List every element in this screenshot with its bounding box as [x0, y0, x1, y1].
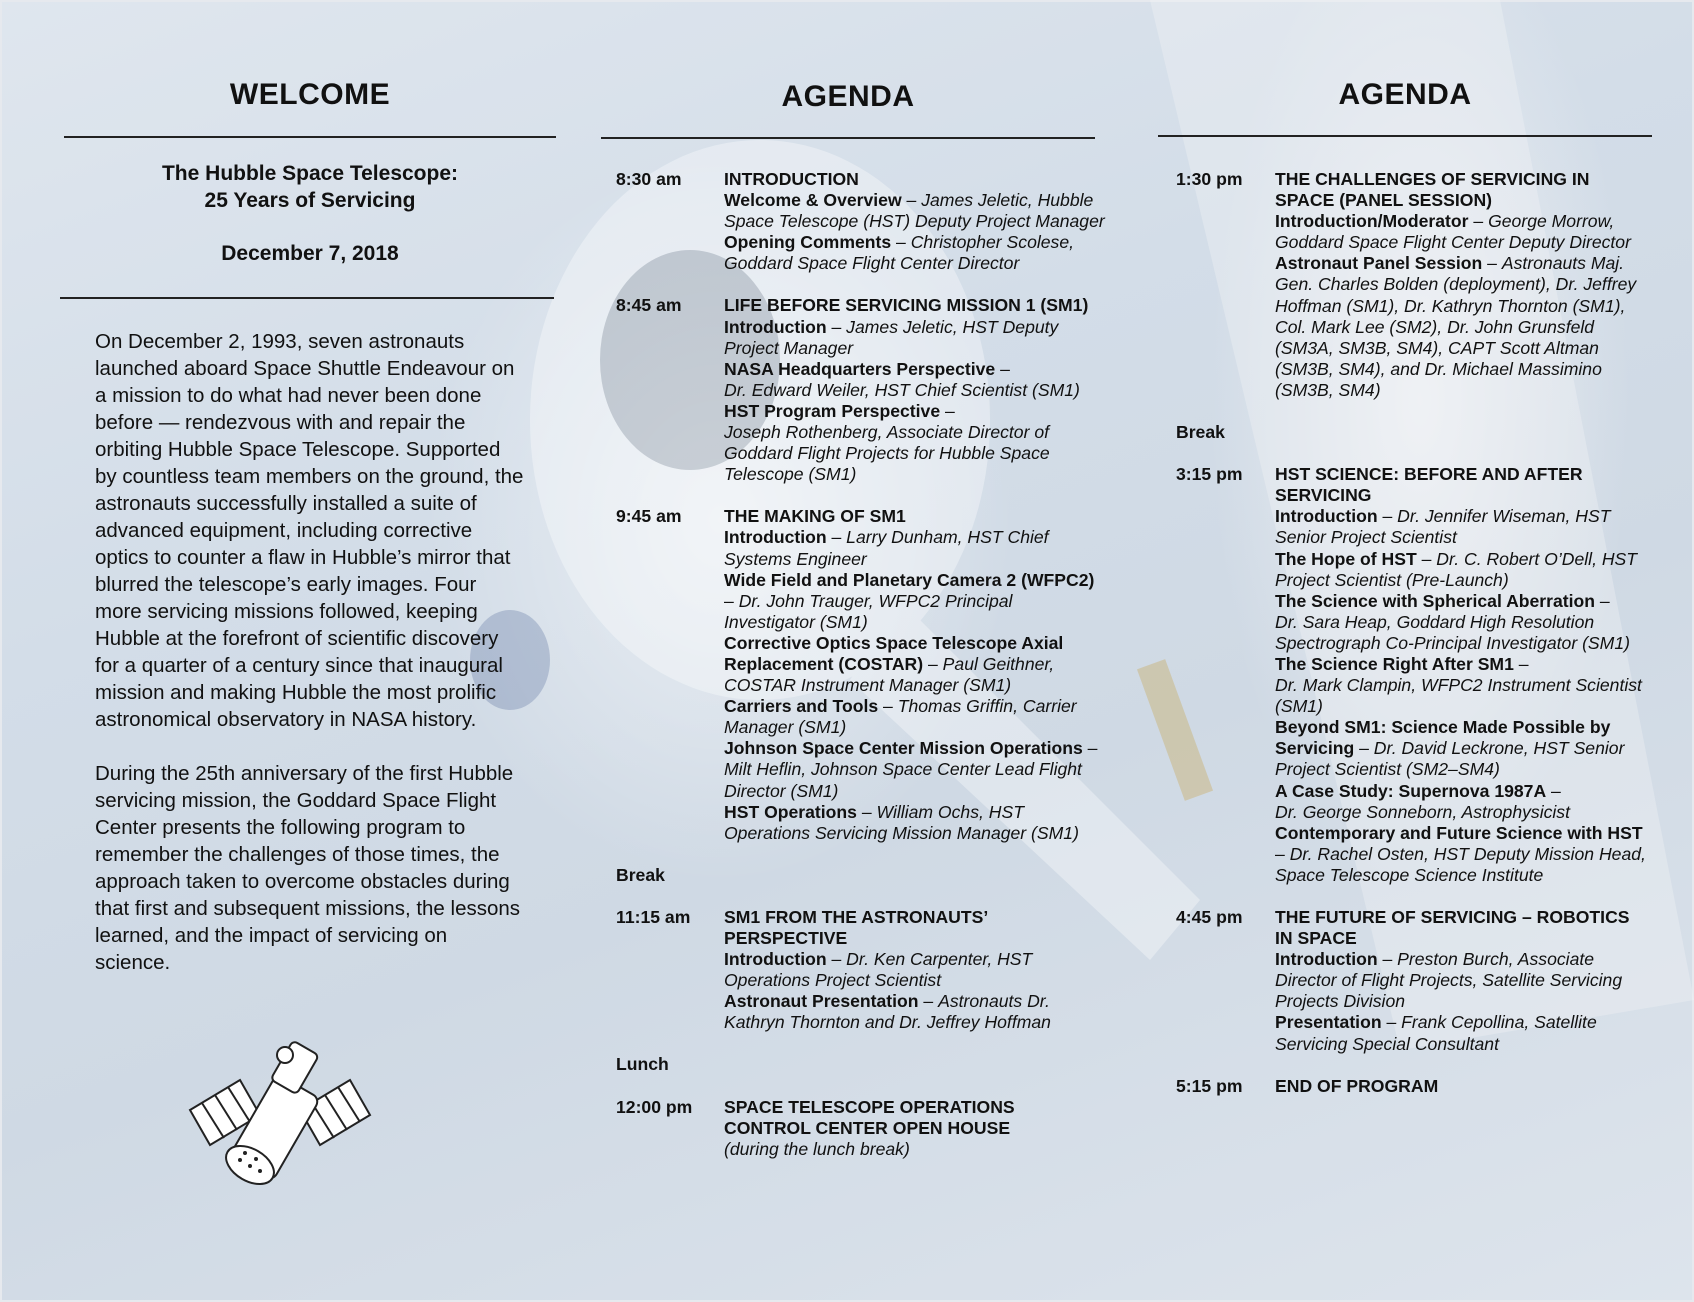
- speaker-topic: Wide Field and Planetary Camera 2 (WFPC2): [724, 569, 1095, 590]
- session-item: NASA Headquarters Perspective – Dr. Edward Weiler, HST Chief Scientist (SM1): [724, 358, 1080, 400]
- session-item: [724, 1139, 1106, 1160]
- speaker-name: Dr. John Trauger, WFPC2 Principal Investigator (SM1): [724, 590, 1013, 632]
- speaker-name: Dr. C. Robert O’Dell, HST Project Scientist (Pre-Launch): [1275, 548, 1638, 590]
- session-item: A Case Study: Supernova 1987A – Dr. George Sonneborn, Astrophysicist: [1275, 780, 1570, 822]
- session-item: The Hope of HST – Dr. C. Robert O’Dell, HST Project Scientist (Pre-Launch): [1275, 548, 1638, 590]
- session-content: [724, 907, 1106, 1034]
- session-title: THE CHALLENGES OF SERVICING IN SPACE (PANEL SESSION): [1275, 169, 1590, 211]
- session-title: SPACE TELESCOPE OPERATIONS CONTROL CENTER OPEN HOUSE: [724, 1096, 1015, 1138]
- speaker-name: Preston Burch, Associate Director of Flight Projects, Satellite Servicing Projects Division: [1275, 949, 1623, 1012]
- speaker-topic: Introduction: [724, 316, 827, 337]
- divider: [601, 137, 1095, 139]
- session-content: [724, 295, 1106, 485]
- agenda-session: [616, 907, 1106, 1034]
- speaker-topic: Introduction: [1275, 949, 1378, 970]
- session-time: 8:45 am: [616, 295, 682, 316]
- session-item: Introduction – Dr. Jennifer Wiseman, HST Senior Project Scientist: [1275, 506, 1611, 548]
- speaker-topic: HST Operations: [724, 801, 857, 822]
- speaker-topic: HST Program Perspective: [724, 400, 941, 421]
- agenda-session: [616, 295, 1106, 485]
- session-content: [1275, 1076, 1646, 1097]
- event-title-line2: 25 Years of Servicing: [204, 189, 416, 212]
- session-content: [724, 1097, 1106, 1160]
- session-title: THE FUTURE OF SERVICING – ROBOTICS IN SPACE: [1275, 907, 1630, 949]
- session-title: LIFE BEFORE SERVICING MISSION 1 (SM1): [724, 295, 1089, 316]
- session-title: SM1 FROM THE ASTRONAUTS’ PERSPECTIVE: [724, 906, 988, 948]
- session-item: Presentation – Frank Cepollina, Satellite Servicing Special Consultant: [1275, 1012, 1597, 1054]
- session-item: The Science with Spherical Aberration – Dr. Sara Heap, Goddard High Resolution Spectrograph Co-Principal Investigator (SM1): [1275, 590, 1630, 653]
- session-item: Corrective Optics Space Telescope Axial Replacement (COSTAR) – Paul Geithner, COSTAR Instrument Manager (SM1): [724, 632, 1064, 696]
- session-title: THE MAKING OF SM1: [724, 506, 906, 527]
- agenda-list-morning: [616, 169, 1106, 1181]
- speaker-name: Dr. David Leckrone, HST Senior Project Scientist (SM2–SM4): [1275, 738, 1625, 780]
- speaker-topic: Presentation: [1275, 1012, 1382, 1033]
- agenda-session: [616, 1097, 1106, 1160]
- session-title: END OF PROGRAM: [1275, 1075, 1439, 1096]
- session-item: Introduction – James Jeletic, HST Deputy Project Manager: [724, 316, 1059, 358]
- session-item: Introduction – Preston Burch, Associate Director of Flight Projects, Satellite Servicing Projects Division: [1275, 949, 1623, 1012]
- speaker-name: James Jeletic, Hubble Space Telescope (HST) Deputy Project Manager: [724, 190, 1105, 232]
- speaker-topic: Introduction: [724, 949, 827, 970]
- event-title: [64, 160, 556, 214]
- speaker-topic: Introduction: [1275, 506, 1378, 527]
- agenda-session: [1176, 907, 1646, 1055]
- session-item: The Science Right After SM1 – Dr. Mark Clampin, WFPC2 Instrument Scientist (SM1): [1275, 653, 1642, 717]
- speaker-name: Dr. Jennifer Wiseman, HST Senior Project Scientist: [1275, 506, 1611, 548]
- speaker-topic: Welcome & Overview: [724, 190, 902, 211]
- session-item: Introduction – Larry Dunham, HST Chief Systems Engineer: [724, 527, 1049, 569]
- session-title: INTRODUCTION: [724, 169, 859, 189]
- agenda-session: [1176, 169, 1646, 401]
- speaker-name: Astronauts Maj. Gen. Charles Bolden (deployment), Dr. Jeffrey Hoffman (SM1), Dr. Kathryn Thornton (SM1), Col. Mark Lee (SM2), Dr. John Grunsfeld (SM3A, SM3B, SM4), CAPT Scott Altman (SM3B, SM4), and Dr. Michael Massimino (SM3B, SM4): [1275, 253, 1637, 400]
- session-item: Astronaut Presentation – Astronauts Dr. Kathryn Thornton and Dr. Jeffrey Hoffman: [724, 991, 1051, 1033]
- welcome-paragraph: During the 25th anniversary of the first Hubble servicing mission, the Goddard Space Flight Center presents the following program to remember the challenges of those times, the approach taken to overcome obstacles during that first and subsequent missions, the lessons learned, and the impact of servicing on science.: [95, 762, 521, 974]
- event-title-line1: The Hubble Space Telescope:: [161, 162, 459, 185]
- session-item: Contemporary and Future Science with HST – Dr. Rachel Osten, HST Deputy Mission Head, Space Telescope Science Institute: [1275, 822, 1646, 885]
- session-time: 3:15 pm: [1176, 464, 1243, 485]
- speaker-topic: Astronaut Panel Session: [1275, 253, 1483, 274]
- speaker-name: Dr. Mark Clampin, WFPC2 Instrument Scientist (SM1): [1275, 675, 1642, 717]
- speaker-topic: Beyond SM1: Science Made Possible by Servicing: [1275, 717, 1611, 759]
- session-time: 11:15 am: [616, 906, 691, 927]
- speaker-name: Dr. Ken Carpenter, HST Operations Project Scientist: [724, 949, 1033, 991]
- speaker-name: Larry Dunham, HST Chief Systems Engineer: [724, 527, 1049, 569]
- session-item: Introduction/Moderator – George Morrow, Goddard Space Flight Center Deputy Director: [1275, 211, 1631, 253]
- session-item: HST Operations – William Ochs, HST Operations Servicing Mission Manager (SM1): [724, 801, 1079, 843]
- session-time: 9:45 am: [616, 506, 682, 527]
- session-content: [1275, 907, 1646, 1055]
- speaker-name: Christopher Scolese, Goddard Space Flight Center Director: [724, 232, 1075, 274]
- agenda-list-afternoon: [1176, 169, 1646, 1118]
- agenda-break-label: Lunch: [616, 1054, 669, 1075]
- agenda-heading: AGENDA: [781, 80, 915, 113]
- session-item: Welcome & Overview – James Jeletic, Hubble Space Telescope (HST) Deputy Project Manager: [724, 190, 1105, 232]
- session-item: Johnson Space Center Mission Operations – Milt Heflin, Johnson Space Center Lead Flight Director (SM1): [724, 738, 1098, 801]
- session-item: Opening Comments – Christopher Scolese, Goddard Space Flight Center Director: [724, 232, 1075, 274]
- welcome-body: [95, 328, 525, 1003]
- speaker-topic: The Science with Spherical Aberration: [1275, 590, 1596, 611]
- speaker-topic: The Science Right After SM1: [1275, 653, 1514, 674]
- session-item: Carriers and Tools – Thomas Griffin, Carrier Manager (SM1): [724, 696, 1077, 738]
- speaker-topic: Carriers and Tools: [724, 696, 879, 717]
- speaker-topic: NASA Headquarters Perspective: [724, 358, 996, 379]
- event-date: December 7, 2018: [221, 242, 399, 265]
- speaker-name: Frank Cepollina, Satellite Servicing Special Consultant: [1275, 1012, 1597, 1054]
- speaker-name: Joseph Rothenberg, Associate Director of Goddard Flight Projects for Hubble Space Telescope (SM1): [724, 422, 1050, 485]
- session-time: 4:45 pm: [1176, 907, 1243, 927]
- speaker-name: Paul Geithner, COSTAR Instrument Manager (SM1): [724, 653, 1055, 696]
- agenda-session: [616, 169, 1106, 274]
- speaker-topic: Introduction: [724, 527, 827, 548]
- session-content: [1275, 169, 1646, 401]
- welcome-heading: WELCOME: [229, 78, 391, 111]
- agenda-break-label: Break: [1176, 422, 1225, 443]
- session-time: 1:30 pm: [1176, 169, 1243, 189]
- agenda-break-label: Break: [616, 864, 665, 885]
- speaker-topic: The Hope of HST: [1275, 548, 1417, 569]
- speaker-name: George Morrow, Goddard Space Flight Center Deputy Director: [1275, 211, 1631, 253]
- divider: [64, 136, 556, 138]
- speaker-topic: A Case Study: Supernova 1987A: [1275, 780, 1547, 801]
- speaker-name: James Jeletic, HST Deputy Project Manager: [724, 316, 1059, 358]
- session-time: 12:00 pm: [616, 1096, 693, 1117]
- speaker-topic: Contemporary and Future Science with HST: [1275, 822, 1643, 843]
- session-content: [724, 169, 1106, 274]
- divider: [1158, 135, 1652, 137]
- session-item: HST Program Perspective – Joseph Rothenberg, Associate Director of Goddard Flight Projects for Hubble Space Telescope (SM1): [724, 400, 1050, 485]
- speaker-topic: Johnson Space Center Mission Operations: [724, 738, 1083, 759]
- speaker-topic: Astronaut Presentation: [724, 991, 919, 1012]
- speaker-name: Astronauts Dr. Kathryn Thornton and Dr. Jeffrey Hoffman: [724, 991, 1051, 1033]
- session-title: HST SCIENCE: BEFORE AND AFTER SERVICING: [1275, 464, 1583, 506]
- speaker-name: (during the lunch break): [724, 1138, 910, 1159]
- welcome-paragraph: On December 2, 1993, seven astronauts launched aboard Space Shuttle Endeavour on a mission to do what had never been done before — rendezvous with and repair the orbiting Hubble Space Telescope. Supported by countless team members on the ground, the astronauts successfully installed a suite of advanced equipment, including corrective optics to counter a flaw in Hubble’s mirror that blurred the telescope’s early images. Four more servicing missions followed, keeping Hubble at the forefront of scientific discovery for a quarter of a century since that inaugural mission and making Hubble the most prolific astronomical observatory in NASA history.: [95, 330, 524, 731]
- speaker-name: Dr. Rachel Osten, HST Deputy Mission Head, Space Telescope Science Institute: [1275, 843, 1646, 885]
- speaker-name: Thomas Griffin, Carrier Manager (SM1): [724, 696, 1077, 738]
- agenda-heading: AGENDA: [1338, 78, 1472, 111]
- agenda-session: [616, 506, 1106, 844]
- speaker-topic: Introduction/Moderator: [1275, 211, 1469, 232]
- speaker-topic: Opening Comments: [724, 232, 892, 253]
- session-time: 5:15 pm: [1176, 1075, 1243, 1096]
- speaker-name: Dr. Sara Heap, Goddard High Resolution Spectrograph Co-Principal Investigator (SM1): [1275, 611, 1630, 653]
- session-item: Beyond SM1: Science Made Possible by Servicing – Dr. David Leckrone, HST Senior Project Scientist (SM2–SM4): [1275, 717, 1625, 780]
- session-item: Wide Field and Planetary Camera 2 (WFPC2) – Dr. John Trauger, WFPC2 Principal Investigator (SM1): [724, 569, 1095, 632]
- session-content: [724, 506, 1106, 844]
- session-content: [1275, 464, 1646, 886]
- session-time: 8:30 am: [616, 169, 682, 189]
- speaker-name: Dr. Edward Weiler, HST Chief Scientist (SM1): [724, 379, 1080, 400]
- speaker-name: William Ochs, HST Operations Servicing Mission Manager (SM1): [724, 801, 1079, 843]
- session-item: Astronaut Panel Session – Astronauts Maj. Gen. Charles Bolden (deployment), Dr. Jeffrey Hoffman (SM1), Dr. Kathryn Thornton (SM1), Col. Mark Lee (SM2), Dr. John Grunsfeld (SM3A, SM3B, SM4), CAPT Scott Altman (SM3B, SM4), and Dr. Michael Massimino (SM3B, SM4): [1275, 253, 1637, 400]
- speaker-topic: Corrective Optics Space Telescope Axial Replacement (COSTAR): [724, 632, 1064, 674]
- agenda-session: [1176, 464, 1646, 886]
- speaker-name: Dr. George Sonneborn, Astrophysicist: [1275, 801, 1570, 822]
- agenda-session: [1176, 1076, 1646, 1097]
- session-item: Introduction – Dr. Ken Carpenter, HST Operations Project Scientist: [724, 949, 1033, 991]
- divider: [60, 297, 554, 299]
- speaker-name: Milt Heflin, Johnson Space Center Lead Flight Director (SM1): [724, 759, 1082, 801]
